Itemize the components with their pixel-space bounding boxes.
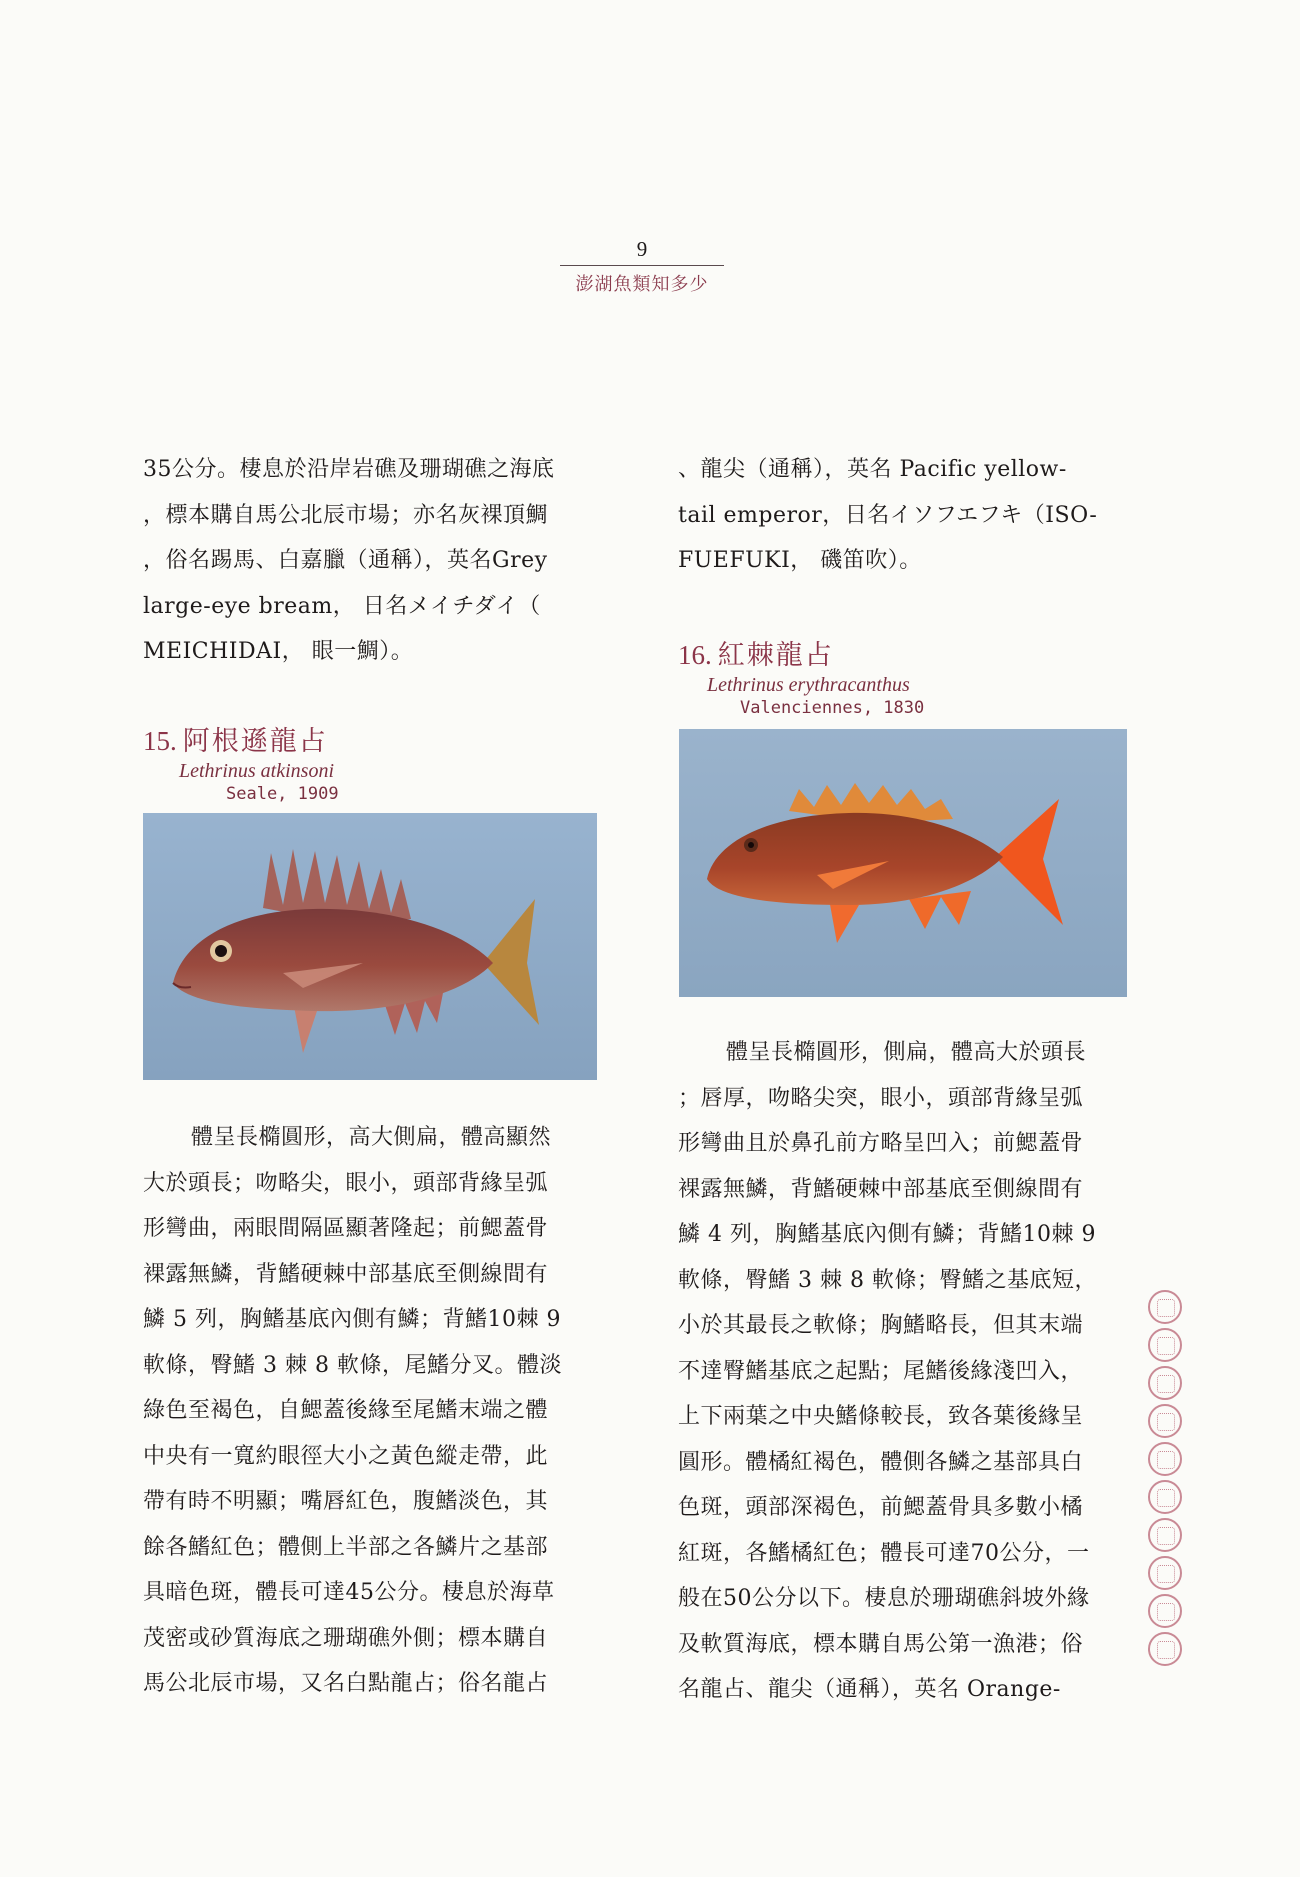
- seal-stamp-icon: [1148, 1556, 1182, 1590]
- species-16-heading: [678, 638, 924, 719]
- text-line: 般在50公分以下。棲息於珊瑚礁斜坡外緣: [678, 1586, 1090, 1611]
- species-15-photo: [143, 813, 597, 1080]
- text-line: 圓形。體橘紅褐色，體側各鱗之基部具白: [678, 1449, 1084, 1475]
- page-header: [560, 236, 724, 296]
- right-intro-paragraph: [678, 447, 1134, 584]
- header-rule: [560, 265, 724, 266]
- text-line: 形彎曲，兩眼間隔區顯著隆起；前鰓蓋骨: [143, 1216, 549, 1241]
- text-line: 體呈長橢圓形，高大側扁，體高顯然: [191, 1125, 552, 1150]
- species-15-number: 15.: [143, 726, 177, 756]
- text-line: 色斑，頭部深褐色，前鰓蓋骨具多數小橘: [678, 1495, 1084, 1520]
- book-title: 澎湖魚類知多少: [575, 274, 709, 295]
- seal-stamp-icon: [1148, 1328, 1182, 1362]
- seal-stamp-icon: [1148, 1404, 1182, 1438]
- text-line: MEICHIDAI， 眼一鯛）。: [143, 639, 414, 664]
- text-line: tail emperor，日名イソフエフキ（ISO-: [678, 502, 1098, 528]
- text-line: 紅斑，各鰭橘紅色；體長可達70公分，一: [678, 1540, 1090, 1566]
- text-line: 及軟質海底，標本購自馬公第一漁港；俗: [678, 1631, 1084, 1657]
- species-16-author: Valenciennes, 1830: [740, 698, 925, 718]
- text-line: 不達臀鰭基底之起點；尾鰭後緣淺凹入，: [678, 1358, 1084, 1384]
- text-line: 餘各鰭紅色；體側上半部之各鱗片之基部: [143, 1534, 549, 1560]
- species-15-chinese-name: 阿根遜龍占: [182, 726, 328, 757]
- text-line: 形彎曲且於鼻孔前方略呈凹入；前鰓蓋骨: [678, 1131, 1084, 1156]
- text-line: 裸露無鱗，背鰭硬棘中部基底至側線間有: [678, 1176, 1084, 1202]
- fish-16-image: [679, 729, 1127, 997]
- seal-stamp-icon: [1148, 1518, 1182, 1552]
- species-15-author: Seale, 1909: [226, 784, 339, 804]
- text-line: 35公分。棲息於沿岸岩礁及珊瑚礁之海底: [143, 457, 555, 482]
- text-line: 軟條，臀鰭 3 棘 8 軟條；臀鰭之基底短，: [678, 1267, 1097, 1293]
- species-15-scientific-name: Lethrinus atkinsoni: [179, 760, 335, 782]
- text-line: 名龍占、龍尖（通稱），英名 Orange-: [678, 1677, 1061, 1702]
- species-16-scientific-name: Lethrinus erythracanthus: [707, 674, 910, 696]
- text-line: 上下兩葉之中央鰭條較長，致各葉後緣呈: [678, 1404, 1084, 1429]
- text-line: 裸露無鱗，背鰭硬棘中部基底至側線間有: [143, 1261, 549, 1287]
- text-line: 體呈長橢圓形，側扁，體高大於頭長: [726, 1040, 1087, 1065]
- text-line: 小於其最長之軟條；胸鰭略長，但其末端: [678, 1313, 1084, 1338]
- species-16-title: [678, 638, 924, 673]
- text-line: 軟條，臀鰭 3 棘 8 軟條，尾鰭分叉。體淡: [143, 1352, 562, 1378]
- text-line: 具暗色斑，體長可達45公分。棲息於海草: [143, 1580, 555, 1605]
- text-line: 鱗 5 列，胸鰭基底內側有鱗；背鰭10棘 9: [143, 1307, 561, 1332]
- left-intro-paragraph: [143, 447, 599, 675]
- text-line: 大於頭長；吻略尖，眼小，頭部背緣呈弧: [143, 1170, 549, 1196]
- text-line: 中央有一寬約眼徑大小之黃色縱走帶，此: [143, 1443, 549, 1469]
- seal-stamp-icon: [1148, 1594, 1182, 1628]
- seal-stamp-column: [1148, 1290, 1188, 1670]
- species-16-photo: [679, 729, 1127, 997]
- text-line: ；唇厚，吻略尖突，眼小，頭部背緣呈弧: [678, 1085, 1084, 1111]
- page-number: 9: [636, 237, 648, 261]
- seal-stamp-icon: [1148, 1366, 1182, 1400]
- species-16-chinese-name: 紅棘龍占: [717, 640, 834, 671]
- text-line: 帶有時不明顯；嘴唇紅色，腹鰭淡色，其: [143, 1489, 549, 1514]
- text-line: ，標本購自馬公北辰市場；亦名灰裸頂鯛: [143, 502, 549, 528]
- text-line: large-eye bream， 日名メイチダイ（: [143, 593, 541, 619]
- seal-stamp-icon: [1148, 1290, 1182, 1324]
- text-line: 馬公北辰市場，又名白點龍占；俗名龍占: [143, 1671, 549, 1696]
- species-15-heading: [143, 724, 339, 805]
- text-line: 鱗 4 列，胸鰭基底內側有鱗；背鰭10棘 9: [678, 1222, 1096, 1247]
- text-line: FUEFUKI， 磯笛吹）。: [678, 548, 922, 573]
- fish-15-image: [143, 813, 597, 1080]
- species-15-title: [143, 724, 339, 759]
- species-16-description: [678, 1030, 1134, 1713]
- species-16-number: 16.: [678, 640, 712, 670]
- seal-stamp-icon: [1148, 1442, 1182, 1476]
- text-line: 、龍尖（通稱），英名 Pacific yellow-: [678, 457, 1067, 482]
- text-line: 綠色至褐色，自鰓蓋後緣至尾鰭末端之體: [143, 1398, 549, 1423]
- seal-stamp-icon: [1148, 1480, 1182, 1514]
- seal-stamp-icon: [1148, 1632, 1182, 1666]
- text-line: 茂密或砂質海底之珊瑚礁外側；標本購自: [143, 1625, 549, 1651]
- species-15-description: [143, 1115, 599, 1707]
- text-line: ，俗名踢馬、白嘉臘（通稱），英名Grey: [143, 548, 548, 573]
